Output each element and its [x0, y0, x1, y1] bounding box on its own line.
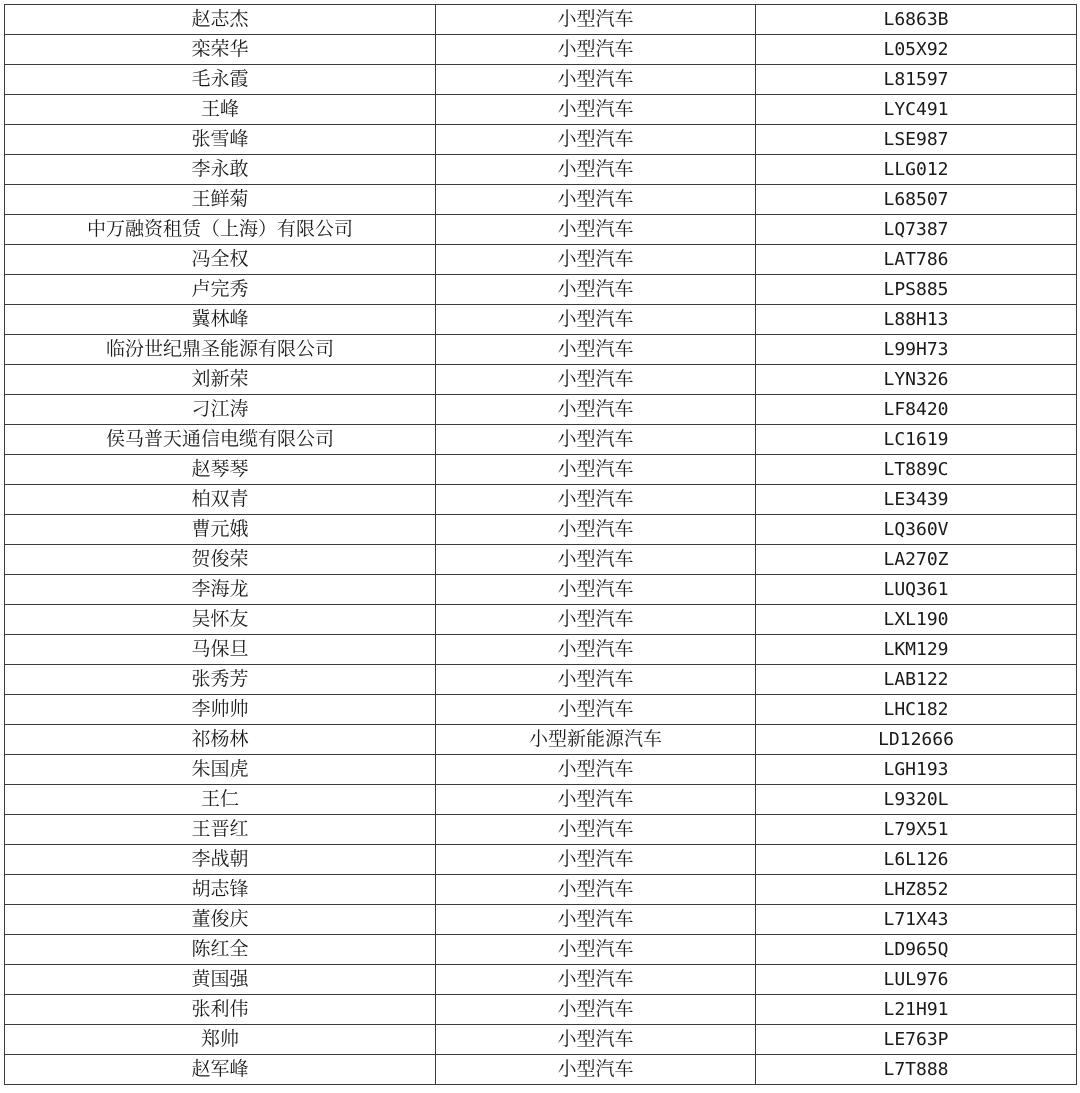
- vehicle-type-cell: 小型汽车: [436, 245, 756, 275]
- plate-number-cell: LD12666: [756, 725, 1077, 755]
- owner-name-cell: 李海龙: [5, 575, 436, 605]
- owner-name-cell: 张雪峰: [5, 125, 436, 155]
- plate-number-cell: LE3439: [756, 485, 1077, 515]
- table-row: [5, 515, 1077, 545]
- owner-name-cell: 刘新荣: [5, 365, 436, 395]
- table-row: [5, 365, 1077, 395]
- plate-number-cell: LAB122: [756, 665, 1077, 695]
- table-row: [5, 905, 1077, 935]
- table-row: [5, 125, 1077, 155]
- plate-number-cell: LQ360V: [756, 515, 1077, 545]
- vehicle-type-cell: 小型汽车: [436, 785, 756, 815]
- owner-name-cell: 冀林峰: [5, 305, 436, 335]
- table-row: [5, 335, 1077, 365]
- vehicle-type-cell: 小型汽车: [436, 755, 756, 785]
- vehicle-type-cell: 小型汽车: [436, 305, 756, 335]
- owner-name-cell: 吴怀友: [5, 605, 436, 635]
- vehicle-type-cell: 小型汽车: [436, 65, 756, 95]
- table-row: [5, 185, 1077, 215]
- owner-name-cell: 黄国强: [5, 965, 436, 995]
- table-row: [5, 845, 1077, 875]
- table-row: [5, 455, 1077, 485]
- owner-name-cell: 李战朝: [5, 845, 436, 875]
- vehicle-type-cell: 小型汽车: [436, 995, 756, 1025]
- vehicle-type-cell: 小型汽车: [436, 635, 756, 665]
- owner-name-cell: 郑帅: [5, 1025, 436, 1055]
- vehicle-type-cell: 小型汽车: [436, 455, 756, 485]
- owner-name-cell: 李帅帅: [5, 695, 436, 725]
- owner-name-cell: 侯马普天通信电缆有限公司: [5, 425, 436, 455]
- owner-name-cell: 卢完秀: [5, 275, 436, 305]
- plate-number-cell: LSE987: [756, 125, 1077, 155]
- table-row: [5, 815, 1077, 845]
- plate-number-cell: L6863B: [756, 5, 1077, 35]
- owner-name-cell: 李永敢: [5, 155, 436, 185]
- plate-number-cell: L81597: [756, 65, 1077, 95]
- owner-name-cell: 朱国虎: [5, 755, 436, 785]
- vehicle-type-cell: 小型汽车: [436, 665, 756, 695]
- owner-name-cell: 临汾世纪鼎圣能源有限公司: [5, 335, 436, 365]
- owner-name-cell: 曹元娥: [5, 515, 436, 545]
- vehicle-type-cell: 小型汽车: [436, 5, 756, 35]
- vehicle-type-cell: 小型汽车: [436, 815, 756, 845]
- plate-number-cell: LF8420: [756, 395, 1077, 425]
- plate-number-cell: LAT786: [756, 245, 1077, 275]
- owner-name-cell: 王仁: [5, 785, 436, 815]
- plate-number-cell: LYN326: [756, 365, 1077, 395]
- plate-number-cell: L68507: [756, 185, 1077, 215]
- owner-name-cell: 祁杨林: [5, 725, 436, 755]
- plate-number-cell: LQ7387: [756, 215, 1077, 245]
- table-row: [5, 5, 1077, 35]
- table-row: [5, 875, 1077, 905]
- owner-name-cell: 贺俊荣: [5, 545, 436, 575]
- table-row: [5, 245, 1077, 275]
- vehicle-owner-table: [4, 4, 1077, 1085]
- table-row: [5, 275, 1077, 305]
- table-row: [5, 755, 1077, 785]
- plate-number-cell: L6L126: [756, 845, 1077, 875]
- table-row: [5, 695, 1077, 725]
- table-row: [5, 605, 1077, 635]
- table-row: [5, 995, 1077, 1025]
- table-row: [5, 95, 1077, 125]
- plate-number-cell: LKM129: [756, 635, 1077, 665]
- vehicle-type-cell: 小型汽车: [436, 275, 756, 305]
- owner-name-cell: 胡志锋: [5, 875, 436, 905]
- plate-number-cell: LUL976: [756, 965, 1077, 995]
- plate-number-cell: L05X92: [756, 35, 1077, 65]
- owner-name-cell: 陈红全: [5, 935, 436, 965]
- table-row: [5, 65, 1077, 95]
- table-row: [5, 965, 1077, 995]
- vehicle-type-cell: 小型汽车: [436, 515, 756, 545]
- vehicle-type-cell: 小型汽车: [436, 35, 756, 65]
- vehicle-type-cell: 小型新能源汽车: [436, 725, 756, 755]
- owner-name-cell: 王晋红: [5, 815, 436, 845]
- plate-number-cell: L9320L: [756, 785, 1077, 815]
- vehicle-type-cell: 小型汽车: [436, 575, 756, 605]
- owner-name-cell: 赵军峰: [5, 1055, 436, 1085]
- plate-number-cell: LLG012: [756, 155, 1077, 185]
- vehicle-type-cell: 小型汽车: [436, 395, 756, 425]
- table-row: [5, 785, 1077, 815]
- vehicle-type-cell: 小型汽车: [436, 155, 756, 185]
- table-row: [5, 935, 1077, 965]
- table-row: [5, 1055, 1077, 1085]
- owner-name-cell: 马保旦: [5, 635, 436, 665]
- table-row: [5, 1025, 1077, 1055]
- table-row: [5, 35, 1077, 65]
- vehicle-type-cell: 小型汽车: [436, 425, 756, 455]
- vehicle-type-cell: 小型汽车: [436, 95, 756, 125]
- plate-number-cell: LC1619: [756, 425, 1077, 455]
- owner-name-cell: 中万融资租赁（上海）有限公司: [5, 215, 436, 245]
- owner-name-cell: 刁江涛: [5, 395, 436, 425]
- owner-name-cell: 赵琴琴: [5, 455, 436, 485]
- vehicle-type-cell: 小型汽车: [436, 845, 756, 875]
- vehicle-type-cell: 小型汽车: [436, 695, 756, 725]
- vehicle-type-cell: 小型汽车: [436, 905, 756, 935]
- plate-number-cell: LYC491: [756, 95, 1077, 125]
- plate-number-cell: LA270Z: [756, 545, 1077, 575]
- plate-number-cell: LT889C: [756, 455, 1077, 485]
- vehicle-type-cell: 小型汽车: [436, 605, 756, 635]
- vehicle-type-cell: 小型汽车: [436, 215, 756, 245]
- table-row: [5, 545, 1077, 575]
- table-row: [5, 485, 1077, 515]
- owner-name-cell: 董俊庆: [5, 905, 436, 935]
- plate-number-cell: LPS885: [756, 275, 1077, 305]
- plate-number-cell: L79X51: [756, 815, 1077, 845]
- table-row: [5, 395, 1077, 425]
- vehicle-type-cell: 小型汽车: [436, 875, 756, 905]
- table-row: [5, 665, 1077, 695]
- vehicle-type-cell: 小型汽车: [436, 545, 756, 575]
- table-body: [5, 5, 1077, 1085]
- vehicle-type-cell: 小型汽车: [436, 485, 756, 515]
- owner-name-cell: 张利伟: [5, 995, 436, 1025]
- table-row: [5, 635, 1077, 665]
- plate-number-cell: L71X43: [756, 905, 1077, 935]
- owner-name-cell: 王峰: [5, 95, 436, 125]
- plate-number-cell: LGH193: [756, 755, 1077, 785]
- vehicle-type-cell: 小型汽车: [436, 1025, 756, 1055]
- vehicle-type-cell: 小型汽车: [436, 125, 756, 155]
- table-row: [5, 725, 1077, 755]
- owner-name-cell: 赵志杰: [5, 5, 436, 35]
- vehicle-type-cell: 小型汽车: [436, 935, 756, 965]
- owner-name-cell: 张秀芳: [5, 665, 436, 695]
- vehicle-type-cell: 小型汽车: [436, 1055, 756, 1085]
- plate-number-cell: LUQ361: [756, 575, 1077, 605]
- table-row: [5, 305, 1077, 335]
- vehicle-type-cell: 小型汽车: [436, 965, 756, 995]
- plate-number-cell: L21H91: [756, 995, 1077, 1025]
- plate-number-cell: LHC182: [756, 695, 1077, 725]
- owner-name-cell: 冯全权: [5, 245, 436, 275]
- table-row: [5, 425, 1077, 455]
- plate-number-cell: L7T888: [756, 1055, 1077, 1085]
- table-row: [5, 155, 1077, 185]
- vehicle-type-cell: 小型汽车: [436, 185, 756, 215]
- owner-name-cell: 王鲜菊: [5, 185, 436, 215]
- plate-number-cell: LHZ852: [756, 875, 1077, 905]
- plate-number-cell: LD965Q: [756, 935, 1077, 965]
- plate-number-cell: LE763P: [756, 1025, 1077, 1055]
- plate-number-cell: LXL190: [756, 605, 1077, 635]
- table-row: [5, 215, 1077, 245]
- vehicle-type-cell: 小型汽车: [436, 335, 756, 365]
- plate-number-cell: L99H73: [756, 335, 1077, 365]
- vehicle-type-cell: 小型汽车: [436, 365, 756, 395]
- owner-name-cell: 栾荣华: [5, 35, 436, 65]
- owner-name-cell: 柏双青: [5, 485, 436, 515]
- table-row: [5, 575, 1077, 605]
- owner-name-cell: 毛永霞: [5, 65, 436, 95]
- plate-number-cell: L88H13: [756, 305, 1077, 335]
